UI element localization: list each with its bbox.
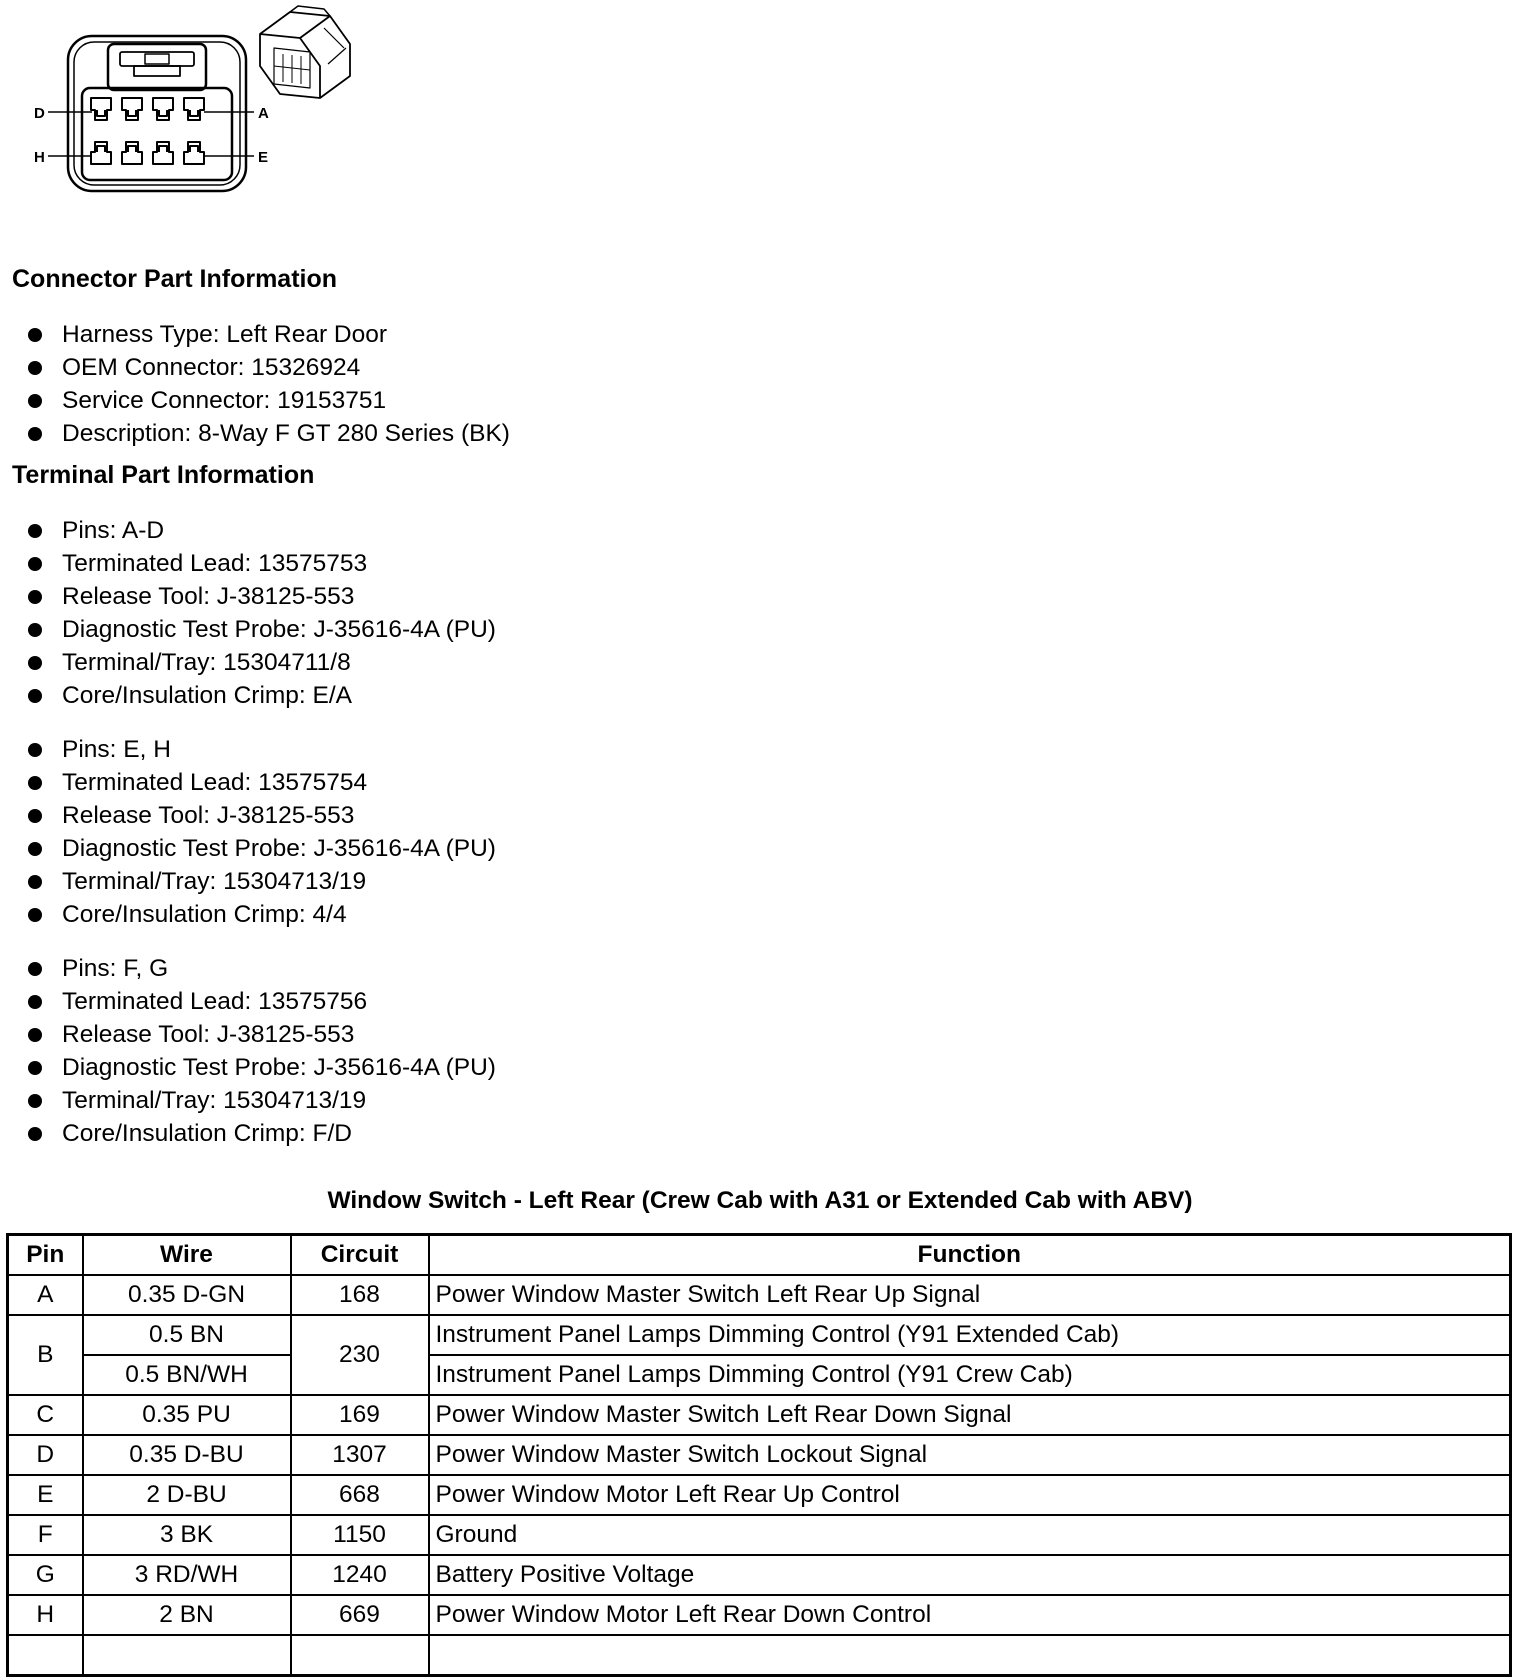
list-item: Pins: E, H: [0, 733, 496, 766]
circuit-cell: 169: [291, 1395, 429, 1435]
function-cell: Power Window Master Switch Lockout Signal: [429, 1435, 1511, 1475]
list-item: Service Connector: 19153751: [0, 384, 510, 417]
list-item: Release Tool: J-38125-553: [0, 1018, 496, 1051]
pinout-table: [6, 1233, 1512, 1677]
pin-cell: C: [8, 1395, 83, 1435]
table-row: [8, 1515, 1511, 1555]
connector-cavity-block: [82, 88, 232, 180]
list-item: Terminated Lead: 13575754: [0, 766, 496, 799]
wire-cell: 2 BN: [83, 1595, 291, 1635]
table-row: [8, 1435, 1511, 1475]
list-item: Release Tool: J-38125-553: [0, 580, 496, 613]
circuit-cell: 1150: [291, 1515, 429, 1555]
terminal-group-f-g: [0, 952, 496, 1150]
terminal-row-bottom: [91, 142, 204, 164]
list-item: Pins: F, G: [0, 952, 496, 985]
circuit-cell: 1307: [291, 1435, 429, 1475]
list-item: Diagnostic Test Probe: J-35616-4A (PU): [0, 1051, 496, 1084]
function-cell: Power Window Master Switch Left Rear Up Signal: [429, 1275, 1511, 1315]
list-item: Core/Insulation Crimp: F/D: [0, 1117, 496, 1150]
list-item: Diagnostic Test Probe: J-35616-4A (PU): [0, 613, 496, 646]
terminal-row-top: [91, 98, 204, 120]
circuit-cell: 669: [291, 1595, 429, 1635]
column-header-circuit: Circuit: [291, 1235, 429, 1276]
pin-cell: [8, 1635, 83, 1676]
pin-cell: E: [8, 1475, 83, 1515]
wire-cell: 3 RD/WH: [83, 1555, 291, 1595]
table-row: [8, 1555, 1511, 1595]
list-item: Core/Insulation Crimp: E/A: [0, 679, 496, 712]
table-title: Window Switch - Left Rear (Crew Cab with A31 or Extended Cab with ABV): [327, 1187, 1193, 1214]
wire-cell: 0.35 D-GN: [83, 1275, 291, 1315]
connector-face-diagram: [28, 4, 358, 194]
connector-3d-thumbnail-icon: [260, 6, 350, 98]
circuit-cell: 230: [291, 1315, 429, 1395]
function-cell: Battery Positive Voltage: [429, 1555, 1511, 1595]
pin-cell: H: [8, 1595, 83, 1635]
wire-cell: 0.35 PU: [83, 1395, 291, 1435]
terminal-group-e-h: [0, 733, 496, 931]
table-row: [8, 1355, 1511, 1395]
column-header-pin: Pin: [8, 1235, 83, 1276]
pin-label-a: A: [258, 105, 269, 122]
list-item: Release Tool: J-38125-553: [0, 799, 496, 832]
pin-label-d: D: [34, 105, 45, 122]
circuit-cell: 168: [291, 1275, 429, 1315]
function-cell: Power Window Motor Left Rear Up Control: [429, 1475, 1511, 1515]
pin-cell: A: [8, 1275, 83, 1315]
pin-cell: B: [8, 1315, 83, 1395]
list-item: Pins: A-D: [0, 514, 496, 547]
list-item: Terminal/Tray: 15304713/19: [0, 1084, 496, 1117]
list-item: Description: 8-Way F GT 280 Series (BK): [0, 417, 510, 450]
wire-cell: 0.5 BN: [83, 1315, 291, 1355]
wire-cell: 0.5 BN/WH: [83, 1355, 291, 1395]
table-header-row: [8, 1235, 1511, 1276]
column-header-function: Function: [429, 1235, 1511, 1276]
table-row: [8, 1315, 1511, 1355]
list-item: Terminated Lead: 13575753: [0, 547, 496, 580]
table-row: [8, 1275, 1511, 1315]
pin-cell: G: [8, 1555, 83, 1595]
table-row: [8, 1635, 1511, 1676]
list-item: Terminal/Tray: 15304711/8: [0, 646, 496, 679]
wire-cell: 0.35 D-BU: [83, 1435, 291, 1475]
list-item: Terminated Lead: 13575756: [0, 985, 496, 1018]
wire-cell: [83, 1635, 291, 1676]
wire-cell: 3 BK: [83, 1515, 291, 1555]
list-item: Core/Insulation Crimp: 4/4: [0, 898, 496, 931]
list-item: Diagnostic Test Probe: J-35616-4A (PU): [0, 832, 496, 865]
circuit-cell: [291, 1635, 429, 1676]
terminal-part-info-heading: Terminal Part Information: [12, 461, 315, 489]
pin-cell: F: [8, 1515, 83, 1555]
function-cell: Instrument Panel Lamps Dimming Control (Y91 Extended Cab): [429, 1315, 1511, 1355]
connector-part-info-heading: Connector Part Information: [12, 265, 338, 293]
terminal-group-a-d: [0, 514, 496, 712]
column-header-wire: Wire: [83, 1235, 291, 1276]
connector-part-info-list: [0, 318, 510, 450]
list-item: OEM Connector: 15326924: [0, 351, 510, 384]
pin-label-h: H: [34, 149, 45, 166]
table-row: [8, 1475, 1511, 1515]
circuit-cell: 668: [291, 1475, 429, 1515]
circuit-cell: 1240: [291, 1555, 429, 1595]
pin-label-e: E: [258, 149, 269, 166]
function-cell: Ground: [429, 1515, 1511, 1555]
table-row: [8, 1595, 1511, 1635]
function-cell: [429, 1635, 1511, 1676]
pin-cell: D: [8, 1435, 83, 1475]
table-row: [8, 1395, 1511, 1435]
wire-cell: 2 D-BU: [83, 1475, 291, 1515]
list-item: Harness Type: Left Rear Door: [0, 318, 510, 351]
function-cell: Power Window Motor Left Rear Down Control: [429, 1595, 1511, 1635]
connector-latch: [108, 44, 206, 90]
function-cell: Instrument Panel Lamps Dimming Control (Y91 Crew Cab): [429, 1355, 1511, 1395]
function-cell: Power Window Master Switch Left Rear Down Signal: [429, 1395, 1511, 1435]
list-item: Terminal/Tray: 15304713/19: [0, 865, 496, 898]
